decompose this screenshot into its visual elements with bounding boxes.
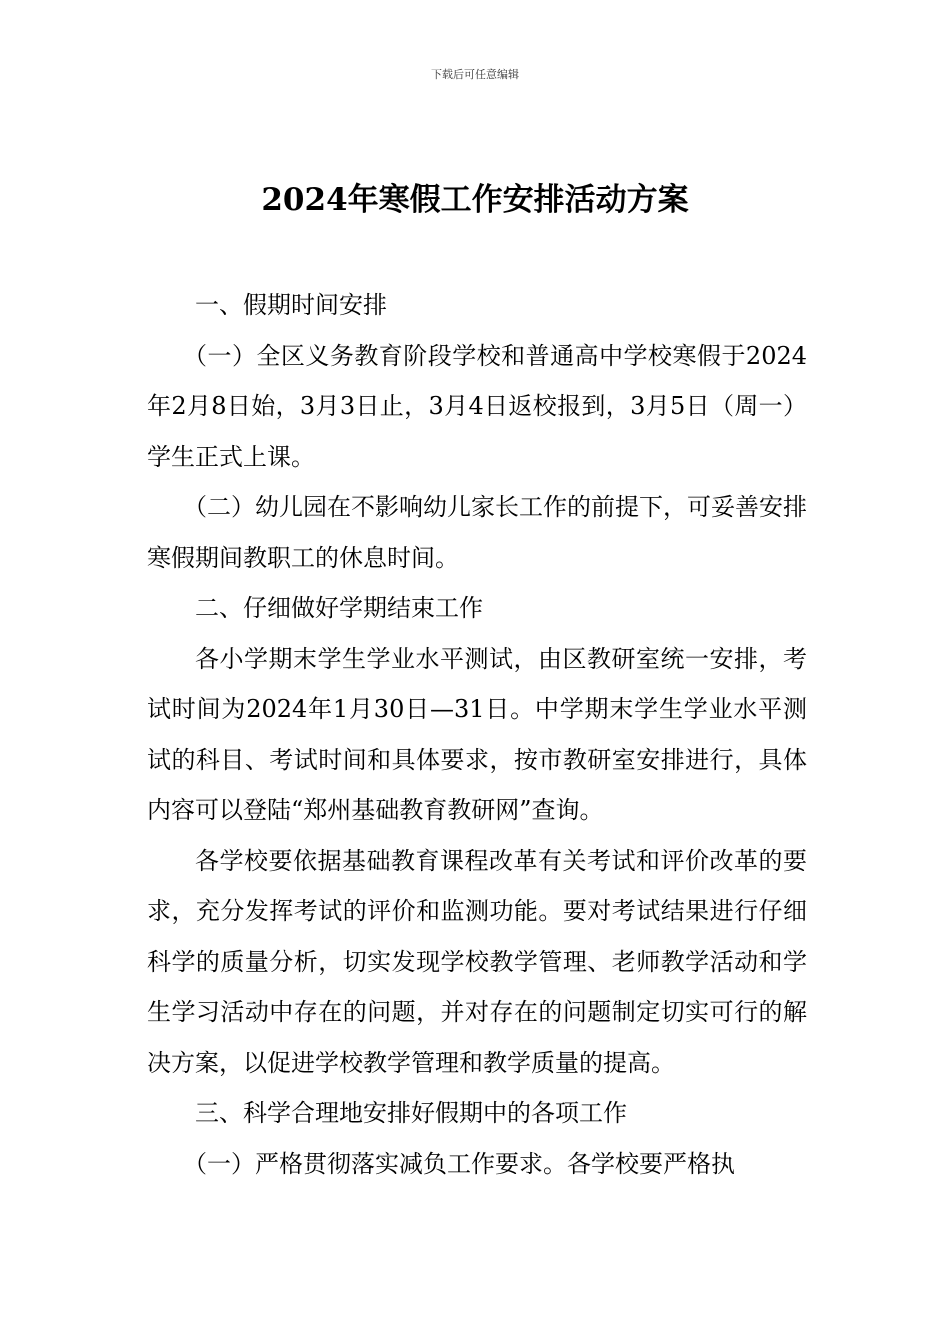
page-header-note: 下载后可任意编辑	[431, 68, 519, 81]
section-heading-1: 一、假期时间安排	[195, 291, 387, 319]
paragraph-1-2: （二）幼儿园在不影响幼儿家长工作的前提下，可妥善安排寒假期间教职工的休息时间。	[147, 493, 807, 572]
section-heading-3: 三、科学合理地安排好假期中的各项工作	[195, 1099, 627, 1127]
paragraph-1-1: （一）全区义务教育阶段学校和普通高中学校寒假于2024年2月8日始，3月3日止，3月4日返校报到，3月5日（周一）学生正式上课。	[147, 341, 807, 471]
document-body	[147, 280, 807, 1189]
section-heading-2: 二、仔细做好学期结束工作	[195, 594, 483, 622]
document-title: 2024年寒假工作安排活动方案	[261, 182, 689, 218]
paragraph-2-2: 各学校要依据基础教育课程改革有关考试和评价改革的要求，充分发挥考试的评价和监测功能。要对考试结果进行仔细科学的质量分析，切实发现学校教学管理、老师教学活动和学生学习活动中存在的问题，并对存在的问题制定切实可行的解决方案，以促进学校教学管理和教学质量的提高。	[147, 846, 807, 1077]
paragraph-2-1: 各小学期末学生学业水平测试，由区教研室统一安排，考试时间为2024年1月30日—31日。中学期末学生学业水平测试的科目、考试时间和具体要求，按市教研室安排进行，具体内容可以登陆“郑州基础教育教研网”查询。	[147, 644, 807, 824]
paragraph-3-1: （一）严格贯彻落实减负工作要求。各学校要严格执	[183, 1149, 735, 1178]
